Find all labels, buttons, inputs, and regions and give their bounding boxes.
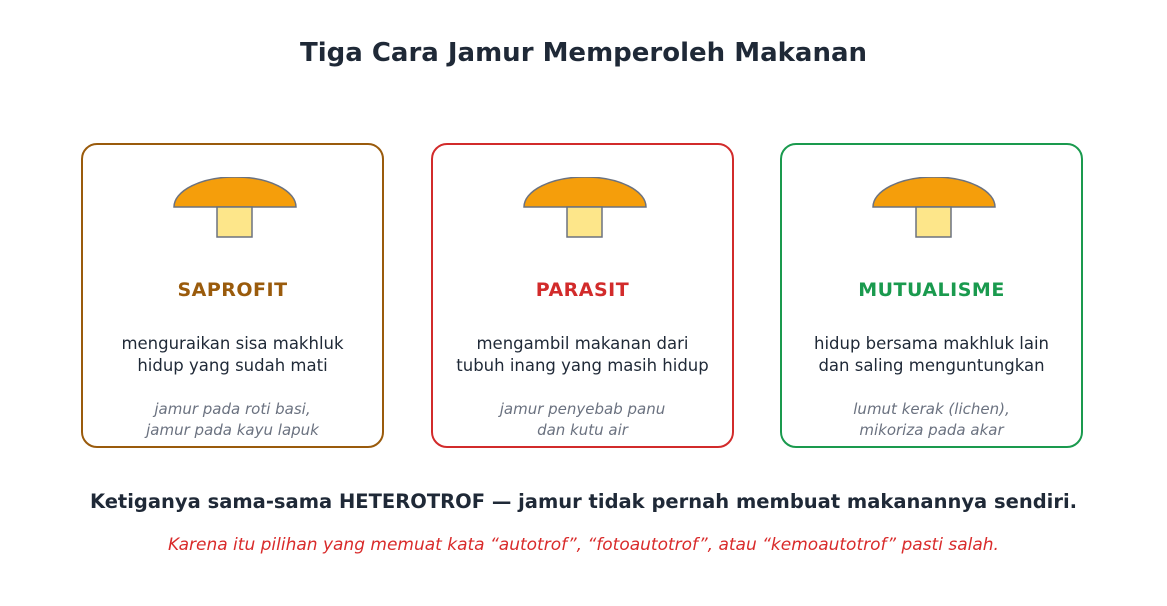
card-parasit bbox=[431, 143, 734, 448]
page-title: Tiga Cara Jamur Memperoleh Makanan bbox=[299, 38, 868, 68]
warning-note: Karena itu pilihan yang memuat kata “autotrof”, “fotoautotrof”, atau “kemoautotrof” pasti salah. bbox=[168, 535, 999, 555]
mushroom-icon bbox=[523, 177, 647, 241]
card-example: jamur penyebab panu dan kutu air bbox=[499, 400, 666, 439]
summary-note: Ketiganya sama-sama HETEROTROF — jamur tidak pernah membuat makanannya sendiri. bbox=[89, 490, 1078, 513]
mushroom-icon bbox=[173, 177, 297, 241]
card-example: lumut kerak (lichen), mikoriza pada akar bbox=[853, 400, 1010, 439]
mushroom-icon bbox=[872, 177, 996, 241]
card-description: hidup bersama makhluk lain dan saling menguntungkan bbox=[813, 334, 1049, 375]
card-description: mengambil makanan dari tubuh inang yang masih hidup bbox=[456, 334, 709, 375]
card-example: jamur pada roti basi, jamur pada kayu lapuk bbox=[146, 400, 319, 439]
card-mutualisme bbox=[780, 143, 1083, 448]
card-saprofit bbox=[81, 143, 384, 448]
card-name: PARASIT bbox=[535, 279, 630, 301]
card-name: MUTUALISME bbox=[858, 279, 1005, 301]
card-name: SAPROFIT bbox=[177, 279, 288, 301]
card-description: menguraikan sisa makhluk hidup yang sudah mati bbox=[121, 334, 344, 375]
